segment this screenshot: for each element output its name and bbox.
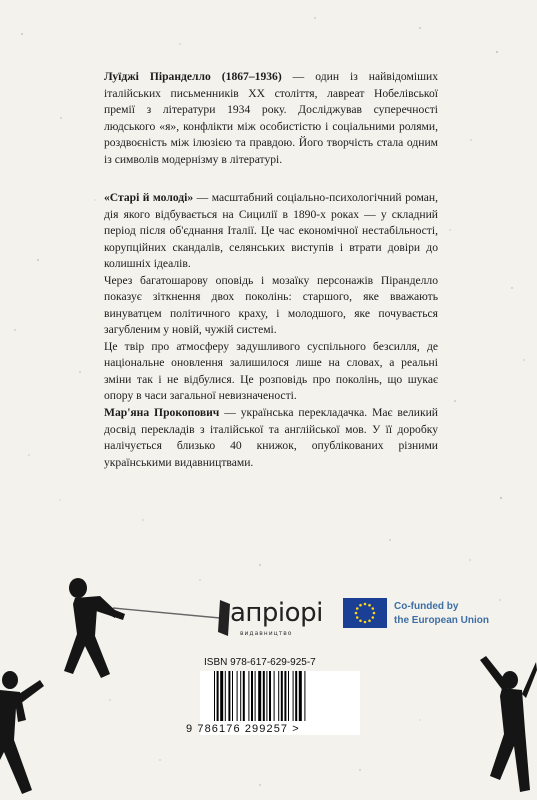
eu-star-icon	[359, 619, 362, 622]
publisher-logo-subtitle: видавництво	[240, 630, 293, 637]
book-description	[104, 190, 438, 405]
walking-figure-left	[0, 660, 60, 800]
pushing-figure-right	[470, 650, 537, 800]
barcode-digits: 9 786176 299257 >	[186, 723, 300, 735]
barcode-graphic	[214, 671, 346, 721]
eu-star-icon	[356, 616, 359, 619]
eu-star-icon	[364, 603, 367, 606]
eu-star-icon	[356, 607, 359, 610]
translator-bio	[104, 405, 438, 471]
book-title: «Старі й молоді»	[104, 191, 194, 204]
author-bio-text: — один із найвідоміших італійських письменників XX століття, лавреат Нобелівської премії з літератури 1934 року. Досліджував суперечності людського «я», конфлікти між особистістю і соціальними ролями, роздвоєність між ілюзією та правдою. Його творчість стала одним із символів модернізму в літературі.	[104, 70, 438, 166]
author-bio	[104, 69, 438, 168]
book-description-p2: Через багатошарову оповідь і мозаїку персонажів Піранделло показує зіткнення двох поколінь: старшого, яке вважають винуватцем політичного краху, і молодшого, яке почувається загубленим у новій, чужій системі.	[104, 273, 438, 336]
rope-puller-figure	[55, 574, 225, 684]
translator-bio-text: — українська перекладачка. Має великий досвід перекладів з італійської та англійської мов. У її доробку налічується близько 40 книжок, опублікованих різними українськими видавництвами.	[104, 406, 438, 469]
eu-funding-line2: the European Union	[394, 615, 489, 626]
book-description-p3: Це твір про атмосферу задушливого суспільного безсилля, де національне оновлення залишилося лише на словах, а реальні зміни так і не відбулися. Це розповідь про поколінь, що шукає опору в часи загальної невизначеності.	[104, 339, 438, 402]
author-name: Луїджі Піранделло (1867–1936)	[104, 70, 282, 83]
eu-star-icon	[373, 612, 376, 615]
eu-funding-line1: Co-funded by	[394, 601, 459, 612]
eu-star-icon	[364, 621, 367, 624]
eu-star-icon	[368, 619, 371, 622]
eu-star-icon	[359, 604, 362, 607]
publisher-logo	[218, 596, 326, 648]
eu-funding-text	[394, 600, 489, 628]
book-description-p1: — масштабний соціально-психологічний роман, дія якого відбувається на Сицилії в 1890-х роках — у складний період після об'єднання Італії. Це час економічної нестабільності, корупційних скандалів, селянських виступів і втрати довіри до колишніх ідеалів.	[104, 191, 438, 270]
eu-star-icon	[368, 604, 371, 607]
publisher-logo-word: апріорі	[230, 598, 323, 628]
eu-star-icon	[355, 612, 358, 615]
translator-name: Мар'яна Прокопович	[104, 406, 220, 419]
isbn-label: ISBN 978-617-629-925-7	[204, 657, 316, 668]
eu-flag-icon	[343, 598, 387, 628]
eu-star-icon	[371, 616, 374, 619]
eu-star-icon	[371, 607, 374, 610]
